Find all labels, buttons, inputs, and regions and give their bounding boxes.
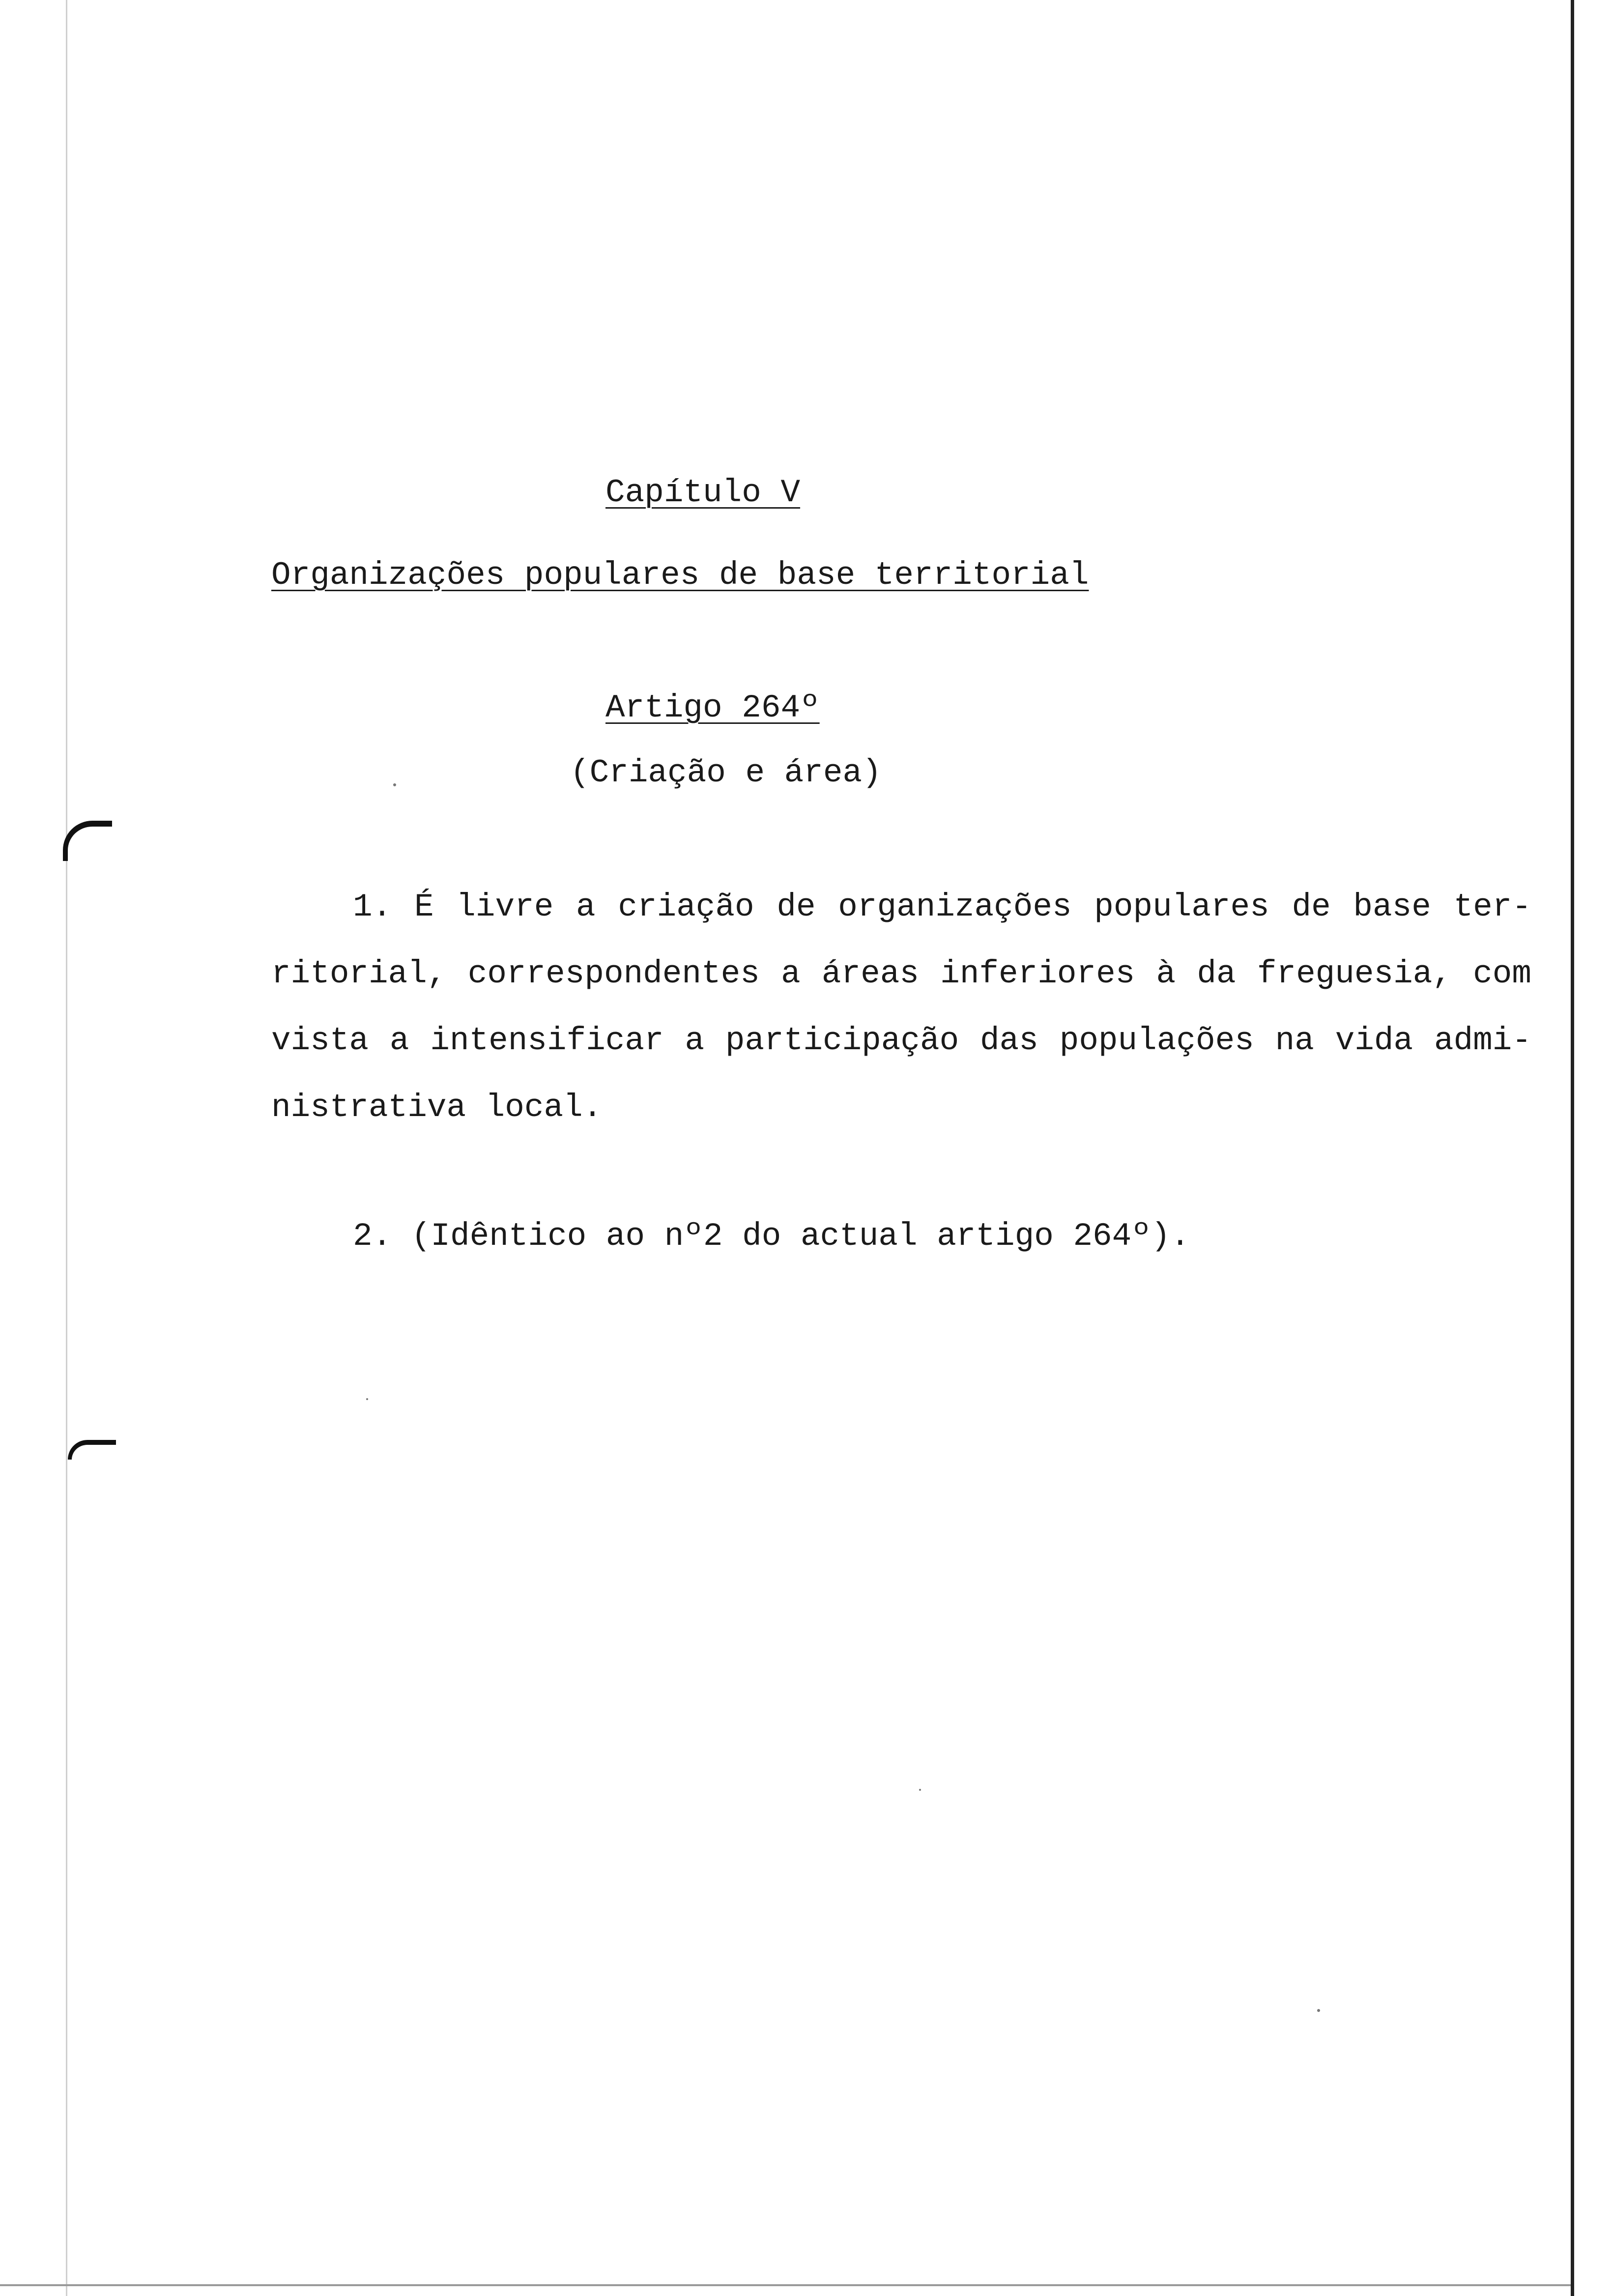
scan-speck <box>366 1398 368 1400</box>
left-page-edge <box>66 0 67 2296</box>
scan-speck <box>1317 2009 1320 2012</box>
paragraph-2: 2. (Idêntico ao nº2 do actual artigo 264º). <box>353 1218 1190 1255</box>
article-subtitle: (Criação e área) <box>570 754 882 791</box>
paragraph-1-line: ritorial, correspondentes a áreas inferiores à da freguesia, com <box>271 955 1531 992</box>
section-title: Organizações populares de base territorial <box>271 557 1089 594</box>
chapter-heading: Capítulo V <box>605 474 801 511</box>
right-page-edge <box>1571 0 1574 2296</box>
scan-speck <box>919 1789 921 1791</box>
paragraph-1-line: 1. É livre a criação de organizações populares de base ter- <box>353 889 1531 925</box>
bottom-page-edge <box>0 2284 1571 2286</box>
binder-clip-mark-bottom <box>68 1440 116 1460</box>
paragraph-1 <box>271 874 1531 1141</box>
scan-speck <box>393 783 396 786</box>
article-title: Artigo 264º <box>605 689 820 726</box>
paragraph-1-line: vista a intensificar a participação das populações na vida admi- <box>271 1022 1531 1059</box>
binder-clip-mark-top <box>63 821 112 861</box>
paragraph-1-line: nistrativa local. <box>271 1089 603 1126</box>
